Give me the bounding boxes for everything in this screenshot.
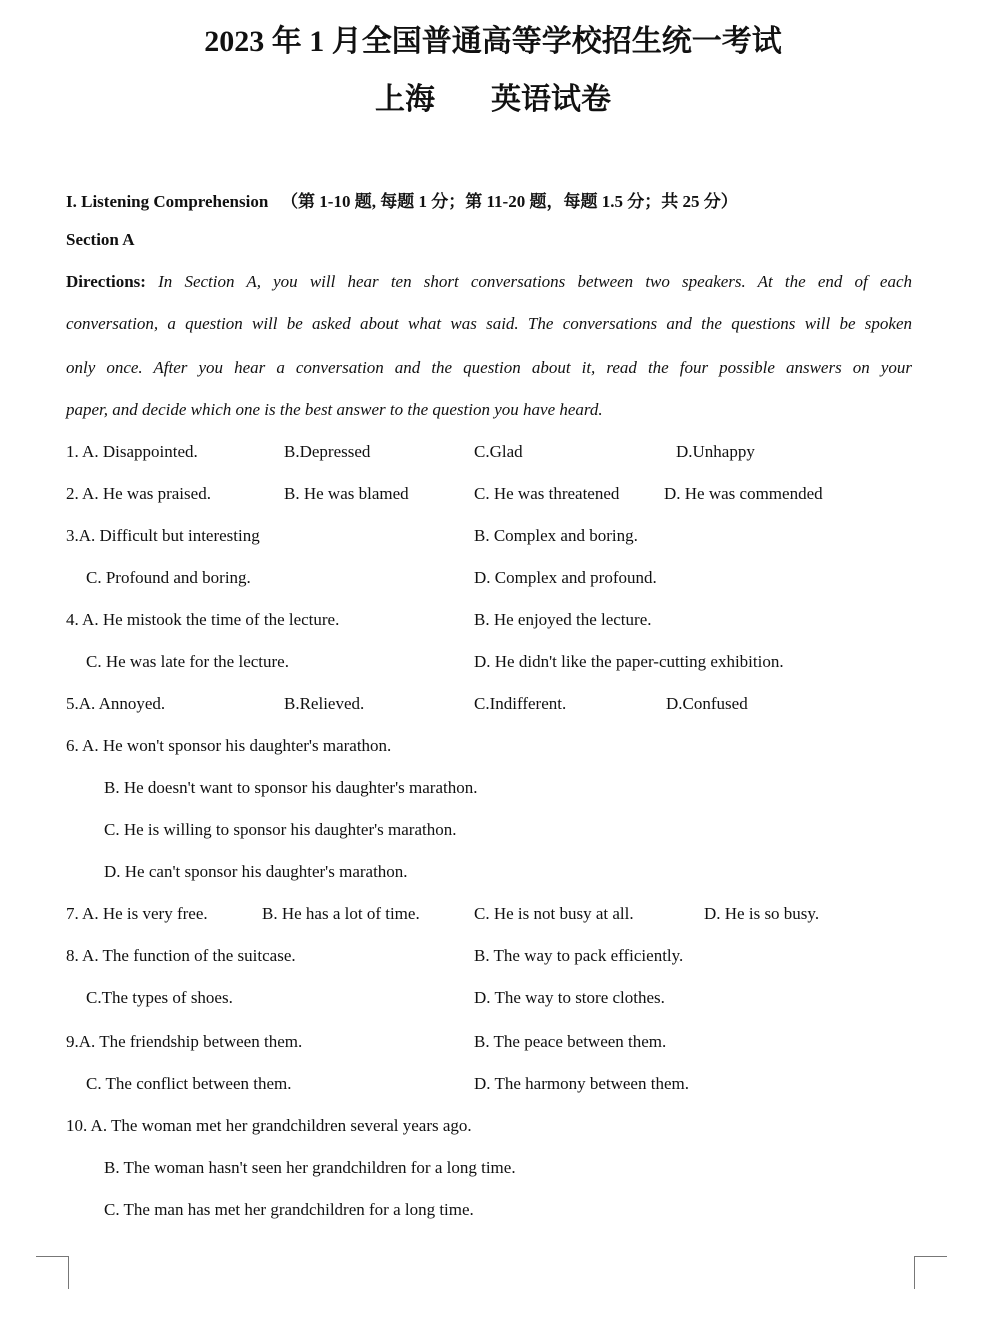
q1-option-d: D.Unhappy <box>676 442 755 461</box>
q9-option-c: C. The conflict between them. <box>86 1074 292 1093</box>
q4-option-b: B. He enjoyed the lecture. <box>474 610 652 629</box>
q7-option-c: C. He is not busy at all. <box>474 904 634 923</box>
exam-region: 上海 <box>375 83 435 116</box>
q3-option-b: B. Complex and boring. <box>474 526 638 545</box>
q7-option-d: D. He is so busy. <box>704 904 820 923</box>
part-heading <box>66 187 738 212</box>
directions-line-3: only once. After you hear a conversation and the question about it, read the four possible answers on your <box>66 358 912 377</box>
q2-option-c: C. He was threatened <box>474 484 620 503</box>
q10-option-b: B. The woman hasn't seen her grandchildren for a long time. <box>104 1158 516 1177</box>
q2-option-b: B. He was blamed <box>284 484 409 503</box>
exam-title: 2023 年 1 月全国普通高等学校招生统一考试 <box>204 25 782 58</box>
q1-option-a: 1. A. Disappointed. <box>66 442 198 461</box>
q9-option-a: 9.A. The friendship between them. <box>66 1032 303 1051</box>
q7-option-a: 7. A. He is very free. <box>66 904 208 923</box>
directions-text: In Section A, you will hear ten short conversations between two speakers. At the end of each <box>158 272 912 291</box>
exam-subtitle <box>0 74 986 118</box>
part-scoring: （第 1-10 题, 每题 1 分；第 11-20 题，每题 1.5 分；共 25 分） <box>281 192 738 211</box>
q2-option-a: 2. A. He was praised. <box>66 484 211 503</box>
q3-option-d: D. Complex and profound. <box>474 568 657 587</box>
q6-option-a: 6. A. He won't sponsor his daughter's marathon. <box>66 736 392 755</box>
page-corner-mark-left <box>36 1256 69 1289</box>
page-corner-mark-right <box>914 1256 947 1289</box>
directions-line-1 <box>66 272 912 292</box>
q2-option-d: D. He was commended <box>664 484 823 503</box>
q4-option-a: 4. A. He mistook the time of the lecture. <box>66 610 340 629</box>
exam-subject: 英语试卷 <box>491 83 611 116</box>
q1-option-b: B.Depressed <box>284 442 371 461</box>
q3-option-a: 3.A. Difficult but interesting <box>66 526 260 545</box>
q9-option-b: B. The peace between them. <box>474 1032 667 1051</box>
q6-option-d: D. He can't sponsor his daughter's marathon. <box>104 862 408 881</box>
q3-option-c: C. Profound and boring. <box>86 568 251 587</box>
q7-option-b: B. He has a lot of time. <box>262 904 420 923</box>
section-title: Section A <box>66 230 135 249</box>
q4-option-d: D. He didn't like the paper-cutting exhibition. <box>474 652 784 671</box>
q9-option-d: D. The harmony between them. <box>474 1074 689 1093</box>
q5-option-d: D.Confused <box>666 694 748 713</box>
q5-option-b: B.Relieved. <box>284 694 365 713</box>
directions-line-4: paper, and decide which one is the best answer to the question you have heard. <box>66 400 603 419</box>
q10-option-a: 10. A. The woman met her grandchildren several years ago. <box>66 1116 472 1135</box>
q6-option-c: C. He is willing to sponsor his daughter's marathon. <box>104 820 457 839</box>
q8-option-b: B. The way to pack efficiently. <box>474 946 684 965</box>
q8-option-c: C.The types of shoes. <box>86 988 233 1007</box>
part-title: I. Listening Comprehension <box>66 192 269 211</box>
directions-line-2: conversation, a question will be asked about what was said. The conversations and the questions will be spoken <box>66 314 912 333</box>
q5-option-a: 5.A. Annoyed. <box>66 694 166 713</box>
q1-option-c: C.Glad <box>474 442 523 461</box>
q8-option-a: 8. A. The function of the suitcase. <box>66 946 296 965</box>
directions-label: Directions: <box>66 272 146 291</box>
q10-option-c: C. The man has met her grandchildren for a long time. <box>104 1200 474 1219</box>
q6-option-b: B. He doesn't want to sponsor his daughter's marathon. <box>104 778 478 797</box>
q5-option-c: C.Indifferent. <box>474 694 567 713</box>
q4-option-c: C. He was late for the lecture. <box>86 652 289 671</box>
q8-option-d: D. The way to store clothes. <box>474 988 665 1007</box>
